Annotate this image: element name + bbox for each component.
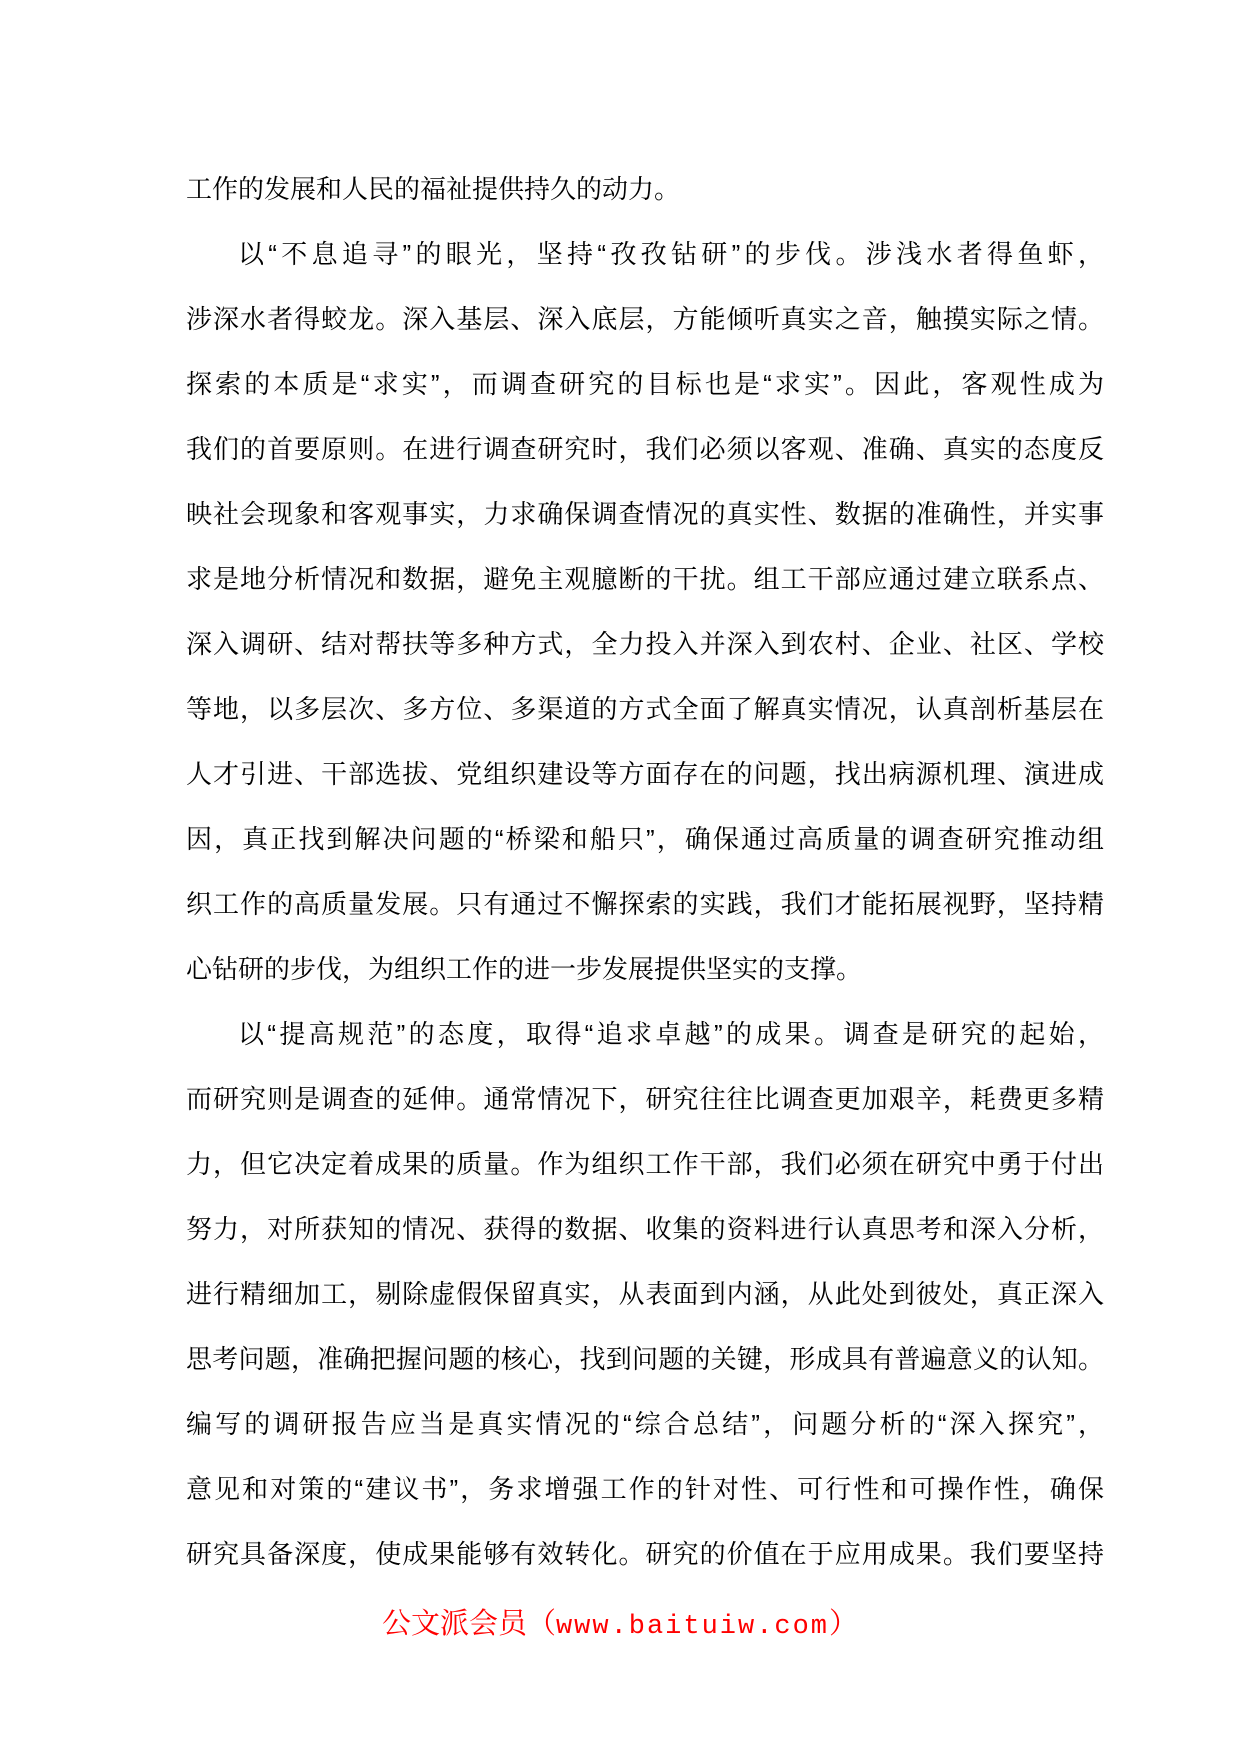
text-line: 意见和对策的“建议书”，务求增强工作的针对性、可行性和可操作性，确保	[186, 1474, 1104, 1504]
text-line: 深入调研、结对帮扶等多种方式，全力投入并深入到农村、企业、社区、学校	[186, 629, 1104, 659]
text-line: 涉深水者得蛟龙。深入基层、深入底层，方能倾听真实之音，触摸实际之情。	[186, 304, 1104, 334]
membership-footer	[0, 1602, 1240, 1649]
document-body	[186, 157, 1104, 1587]
text-line: 以“提高规范”的态度，取得“追求卓越”的成果。调查是研究的起始，	[238, 1019, 1104, 1049]
text-line: 求是地分析情况和数据，避免主观臆断的干扰。组工干部应通过建立联系点、	[186, 564, 1104, 594]
text-line: 力，但它决定着成果的质量。作为组织工作干部，我们必须在研究中勇于付出	[186, 1149, 1104, 1179]
text-line: 思考问题，准确把握问题的核心，找到问题的关键，形成具有普遍意义的认知。	[186, 1344, 1104, 1374]
footer-label-suffix: ）	[829, 1608, 859, 1640]
text-line: 编写的调研报告应当是真实情况的“综合总结”，问题分析的“深入探究”，	[186, 1409, 1104, 1439]
text-line: 人才引进、干部选拔、党组织建设等方面存在的问题，找出病源机理、演进成	[186, 759, 1104, 789]
footer-label-prefix: 公文派会员（	[381, 1608, 556, 1640]
text-line: 映社会现象和客观事实，力求确保调查情况的真实性、数据的准确性，并实事	[186, 499, 1104, 529]
text-line: 工作的发展和人民的福祉提供持久的动力。	[186, 174, 681, 204]
text-line: 等地，以多层次、多方位、多渠道的方式全面了解真实情况，认真剖析基层在	[186, 694, 1104, 724]
text-line: 研究具备深度，使成果能够有效转化。研究的价值在于应用成果。我们要坚持	[186, 1539, 1104, 1569]
text-line: 努力，对所获知的情况、获得的数据、收集的资料进行认真思考和深入分析，	[186, 1214, 1104, 1244]
text-line: 探索的本质是“求实”，而调查研究的目标也是“求实”。因此，客观性成为	[186, 369, 1104, 399]
text-line: 而研究则是调查的延伸。通常情况下，研究往往比调查更加艰辛，耗费更多精	[186, 1084, 1104, 1114]
text-line: 进行精细加工，剔除虚假保留真实，从表面到内涵，从此处到彼处，真正深入	[186, 1279, 1104, 1309]
text-line: 以“不息追寻”的眼光，坚持“孜孜钻研”的步伐。涉浅水者得鱼虾，	[238, 239, 1104, 269]
text-line: 织工作的高质量发展。只有通过不懈探索的实践，我们才能拓展视野，坚持精	[186, 889, 1104, 919]
text-line: 我们的首要原则。在进行调查研究时，我们必须以客观、准确、真实的态度反	[186, 434, 1104, 464]
text-line: 因，真正找到解决问题的“桥梁和船只”，确保通过高质量的调查研究推动组	[186, 824, 1104, 854]
text-line: 心钻研的步伐，为组织工作的进一步发展提供坚实的支撑。	[186, 954, 863, 984]
footer-url: www.baituiw.com	[555, 1612, 830, 1642]
